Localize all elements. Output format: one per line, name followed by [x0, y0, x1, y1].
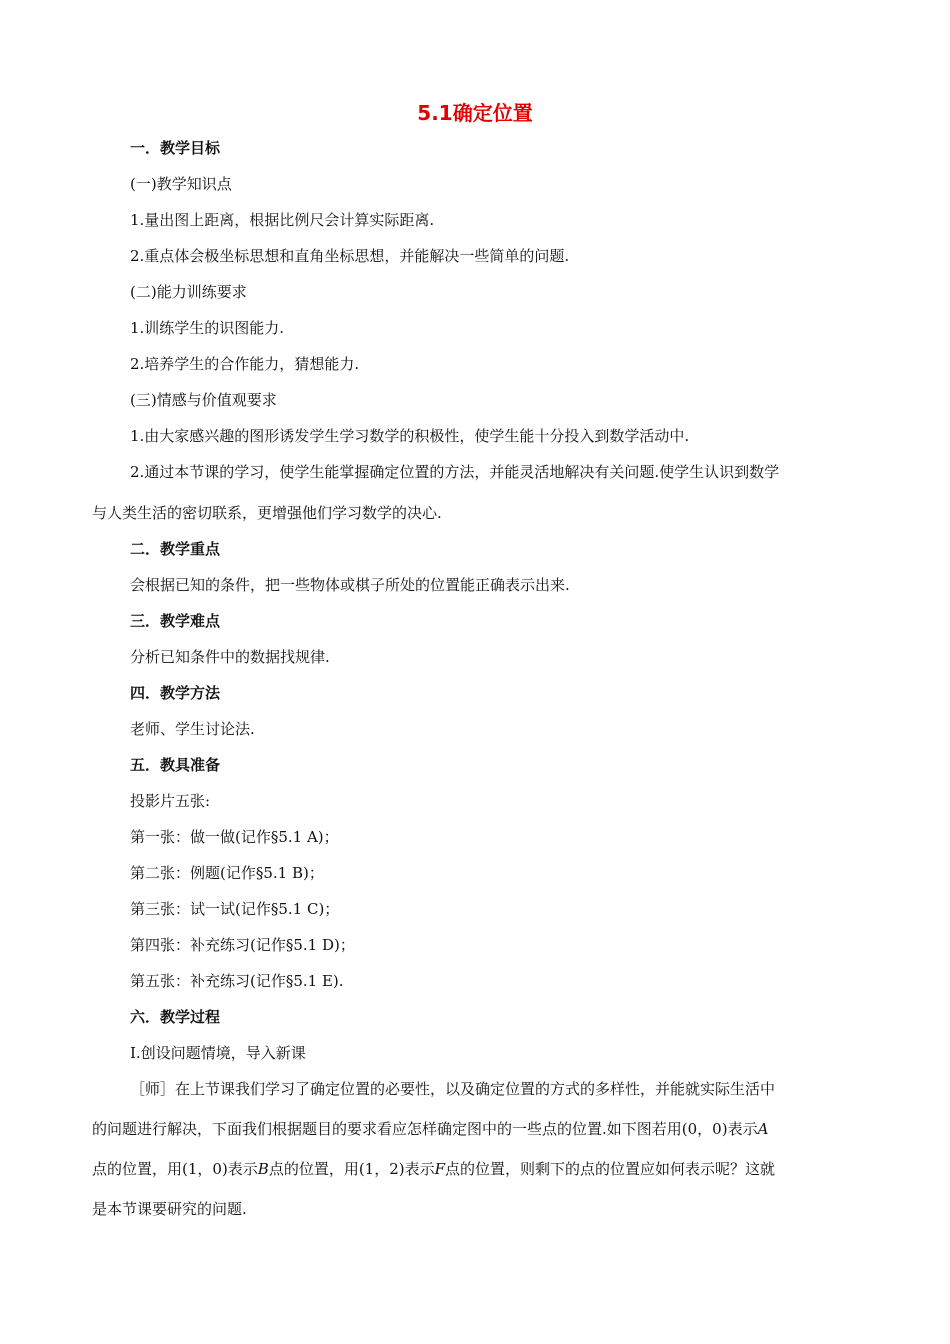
page-title: 5.1确定位置	[417, 101, 533, 125]
knowledge-point-2: 2.重点体会极坐标思想和直角坐标思想，并能解决一些简单的问题.	[130, 247, 570, 265]
process-paragraph-line4: 是本节课要研究的问题.	[92, 1200, 247, 1218]
materials-item: 第二张：例题(记作§5.1 B)；	[130, 864, 324, 882]
point-label-f: F	[434, 1160, 446, 1178]
process-paragraph-line3	[92, 1159, 775, 1179]
point-label-a: A	[757, 1120, 769, 1138]
values-point-2-line2: 与人类生活的密切联系，更增强他们学习数学的决心.	[92, 504, 442, 522]
subheading-knowledge: (一)教学知识点	[130, 175, 232, 193]
text-run: 点的位置，用(1，0)表示	[92, 1160, 258, 1178]
section-heading-objectives: 一．教学目标	[130, 139, 221, 157]
subheading-ability: (二)能力训练要求	[130, 283, 247, 301]
materials-item: 第四张：补充练习(记作§5.1 D)；	[130, 936, 355, 954]
values-point-1: 1.由大家感兴趣的图形诱发学生学习数学的积极性，使学生能十分投入到数学活动中.	[130, 427, 690, 445]
point-label-b: B	[257, 1160, 269, 1178]
process-paragraph-line1: ［师］在上节课我们学习了确定位置的必要性，以及确定位置的方式的多样性，并能就实际生活中	[130, 1080, 776, 1098]
ability-point-1: 1.训练学生的识图能力.	[130, 319, 285, 337]
subheading-values: (三)情感与价值观要求	[130, 391, 277, 409]
materials-item: 第五张：补充练习(记作§5.1 E).	[130, 972, 344, 990]
materials-item: 第一张：做一做(记作§5.1 A)；	[130, 828, 339, 846]
text-run: 点的位置，用(1，2)表示	[268, 1160, 435, 1178]
key-points-text: 会根据已知的条件，把一些物体或棋子所处的位置能正确表示出来.	[130, 576, 570, 594]
ability-point-2: 2.培养学生的合作能力，猜想能力.	[130, 355, 360, 373]
process-step-1: Ⅰ.创设问题情境，导入新课	[130, 1044, 306, 1062]
materials-intro: 投影片五张:	[130, 792, 211, 810]
section-heading-materials: 五．教具准备	[130, 756, 221, 774]
section-heading-key-points: 二．教学重点	[130, 540, 221, 558]
process-paragraph-line2	[92, 1119, 768, 1139]
knowledge-point-1: 1.量出图上距离，根据比例尺会计算实际距离.	[130, 211, 435, 229]
section-heading-difficulties: 三．教学难点	[130, 612, 221, 630]
difficulties-text: 分析已知条件中的数据找规律.	[130, 648, 330, 666]
text-run: 点的位置，则剩下的点的位置应如何表示呢？这就	[445, 1160, 776, 1178]
section-heading-methods: 四．教学方法	[130, 684, 221, 702]
text-run: 的问题进行解决，下面我们根据题目的要求看应怎样确定图中的一些点的位置.如下图若用(0，0)表示	[92, 1120, 758, 1138]
methods-text: 老师、学生讨论法.	[130, 720, 255, 738]
section-heading-process: 六．教学过程	[130, 1008, 221, 1026]
values-point-2-line1: 2.通过本节课的学习，使学生能掌握确定位置的方法，并能灵活地解决有关问题.使学生认识到数学	[130, 463, 780, 481]
materials-item: 第三张：试一试(记作§5.1 C)；	[130, 900, 340, 918]
